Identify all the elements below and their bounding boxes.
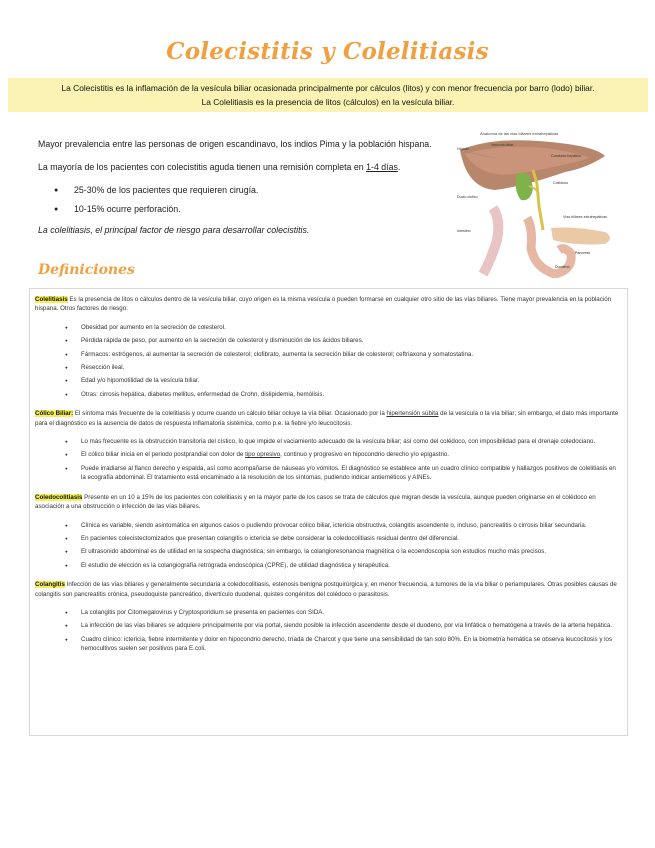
svg-text:Vesícula biliar: Vesícula biliar <box>491 143 514 147</box>
banner-line-2: La Colelitiasis es la presencia de litos (cálculos) en la vesícula biliar. <box>201 97 455 107</box>
intro-prevalence: Mayor prevalencia entre las personas de origen escandinavo, los indios Pima y la población hispana. <box>38 139 432 149</box>
list-item: ● Obesidad por aumento en la secreción de colesterol. <box>73 323 622 332</box>
term-colelitiasis: Colelitiasis <box>35 296 68 303</box>
svg-text:Intestino: Intestino <box>457 229 471 233</box>
intestine-shape <box>483 208 498 274</box>
intro-bullets <box>54 184 448 216</box>
figure-title: Anatomía de las vías biliares extrahepáticas <box>480 131 559 136</box>
svg-text:Ducto cístico: Ducto cístico <box>457 195 478 199</box>
colico-definition: Cólico Biliar: El síntoma más frecuente de la colelitiasis y ocurre cuando un cálculo biliar ocluye la vía biliar. Ocasionado por la hipertensión súbita de la vesícula o la vía biliar; sin embargo, el dato más importante para el diagnóstico es la ausencia de datos de respuesta inflamatoria sistémica, como p.e. la fiebre y/o leucocitosis. <box>35 410 619 427</box>
definitions-box <box>29 288 628 736</box>
list-item: ● El cólico biliar inicia en el periodo postprandial con dolor de tipo opresivo, continuo y progresivo en hipocondrio derecho y/o epigastrio. <box>73 450 622 459</box>
list-item: ● Resección ileal. <box>73 363 622 372</box>
svg-text:Duodeno: Duodeno <box>555 265 570 269</box>
colangitis-list <box>73 608 622 654</box>
intro-risk-factor: La colelitiasis, el principal factor de riesgo para desarrollar colecistitis. <box>38 225 310 235</box>
svg-text:Vías biliares extrahepáticas: Vías biliares extrahepáticas <box>563 215 607 219</box>
svg-text:Conducto hepático: Conducto hepático <box>551 154 581 158</box>
page-title: Colecistitis y Colelitiasis <box>166 38 489 65</box>
remission-days: 1-4 días <box>366 162 398 172</box>
colelitiasis-risk-list <box>73 323 622 399</box>
list-item: ● Puede irradiarse al flanco derecho y espalda, así como acompañarse de náuseas y/o vómitos. El diagnóstico se establece ante un cuadro clínico compatible y hallazgos positivos de colelitiasis en la ecografía abdominal. El tratamiento está encaminado a la resolución de los síntomas, pudiendo indicar antieméticos y AINEs. <box>73 464 622 483</box>
list-item: ● Lo más frecuente es la obstrucción transitoria del cístico, lo que impide el vaciamiento adecuado de la vesícula biliar; así como del colédoco, con imposibilidad para el drenaje coledociano. <box>73 437 622 446</box>
intro-remission: La mayoría de los pacientes con colecistitis aguda tienen una remisión completa en 1-4 días. <box>38 162 401 172</box>
intro-section <box>38 138 448 247</box>
svg-text:Colédoco: Colédoco <box>553 181 569 185</box>
pancreas-shape <box>551 228 610 245</box>
list-item: ● El ultrasonido abdominal es de utilidad en la sospecha diagnóstica; sin embargo, la colangioresonancia magnética o la ecoendoscopia son estudios mucho más precisos. <box>73 547 622 556</box>
biliary-anatomy-illustration <box>455 128 625 278</box>
term-coledocolitiasis: Coledocolitiasis <box>35 493 83 501</box>
list-item: ● Edad y/o hipomotilidad de la vesícula biliar. <box>73 376 622 385</box>
banner-line-1: La Colecistitis es la inflamación de la vesícula biliar ocasionada principalmente por cálculos (litos) y con menor frecuencia por barro (lodo) biliar. <box>61 83 595 93</box>
definitions-heading: Definiciones <box>38 262 135 278</box>
svg-text:Hígado: Hígado <box>457 147 469 151</box>
list-item: ● El estudio de elección es la colangiografía retrógrada endoscópica (CPRE), de utilidad diagnóstica y terapéutica. <box>73 561 622 570</box>
colico-list <box>73 437 622 483</box>
list-item: ● 10-15% ocurre perforación. <box>54 203 448 216</box>
summary-banner <box>8 78 648 112</box>
coledocolitiasis-definition: Coledocolitiasis Presente en un 10 a 15% de los pacientes con colelitiasis y en la mayor parte de los casos se trata de cálculos que migran desde la vesícula, aunque pueden originarse en el colédoco en asociación a una obstrucción o infección de las vías biliares. <box>35 493 596 511</box>
biliary-anatomy-figure <box>455 128 625 278</box>
svg-text:Páncreas: Páncreas <box>575 251 591 255</box>
list-item: ● Otras: cirrosis hepática, diabetes mellitus, enfermedad de Crohn, dislipidemia, hemólisis. <box>73 390 622 399</box>
list-item: ● La infección de las vías biliares se adquiere principalmente por vía portal, siendo posible la infección ascendente desde el duodeno, por vía linfática o hematógena a través de la arteria hepática. <box>73 621 622 630</box>
list-item: ● La colangitis por Citomegalovirus y Cryptosporidium se presenta en pacientes con SIDA. <box>73 608 622 617</box>
term-colangitis: Colangitis <box>35 581 65 589</box>
colelitiasis-definition: Colelitiasis Es la presencia de litos o cálculos dentro de la vesícula biliar, cuyo origen es la misma vesícula o pueden formarse en cualquier otro sitio de las vías biliares. Tiene mayor prevalencia en la población hispana. Otros factores de riesgo: <box>35 296 612 313</box>
list-item: ● Clínica es variable, siendo asintomática en algunos casos o pudiendo provocar cólico biliar, ictericia obstructiva, colangitis ascendente o, incluso, pancreatitis o cirrosis biliar secundaria. <box>73 521 622 530</box>
list-item: ● En pacientes colecistectomizados que presentan colangitis o ictericia se debe considerar la coledocolitiasis residual dentro del diferencial. <box>73 534 622 543</box>
colangitis-definition: Colangitis Infección de las vías biliares y generalmente secundaria a coledocolitiasis, estenosis benigna postquirúrgica y, en menor frecuencia, a tumores de la vía biliar o periampulares. Otras posibles causas de colangitis son pancreatitis crónica, pseudoquiste pancreático, divertículo duodenal, quistes congénitos del colédoco o parasitosis. <box>35 581 617 598</box>
term-colico-biliar: Cólico Biliar: <box>35 410 74 418</box>
list-item: ● Fármacos: estrógenos, al aumentar la secreción de colesterol; clofibrato, aumenta la secreción biliar de colesterol; ceftriaxona y somatostatina. <box>73 350 622 359</box>
list-item: ● 25-30% de los pacientes que requieren cirugía. <box>54 184 448 197</box>
list-item: ● Cuadro clínico: ictericia, fiebre intermitente y dolor en hipocondrio derecho, tríada de Charcot y que tiene una sensibilidad de tan solo 80%. En la biometría hemática se observa leucocitosis y los hemocultivos suelen ser positivos para E.coli. <box>73 635 622 654</box>
list-item: ● Pérdida rápida de peso, por aumento en la secreción de colesterol y disminución de los ácidos biliares. <box>73 336 622 345</box>
coledocolitiasis-list <box>73 521 622 571</box>
